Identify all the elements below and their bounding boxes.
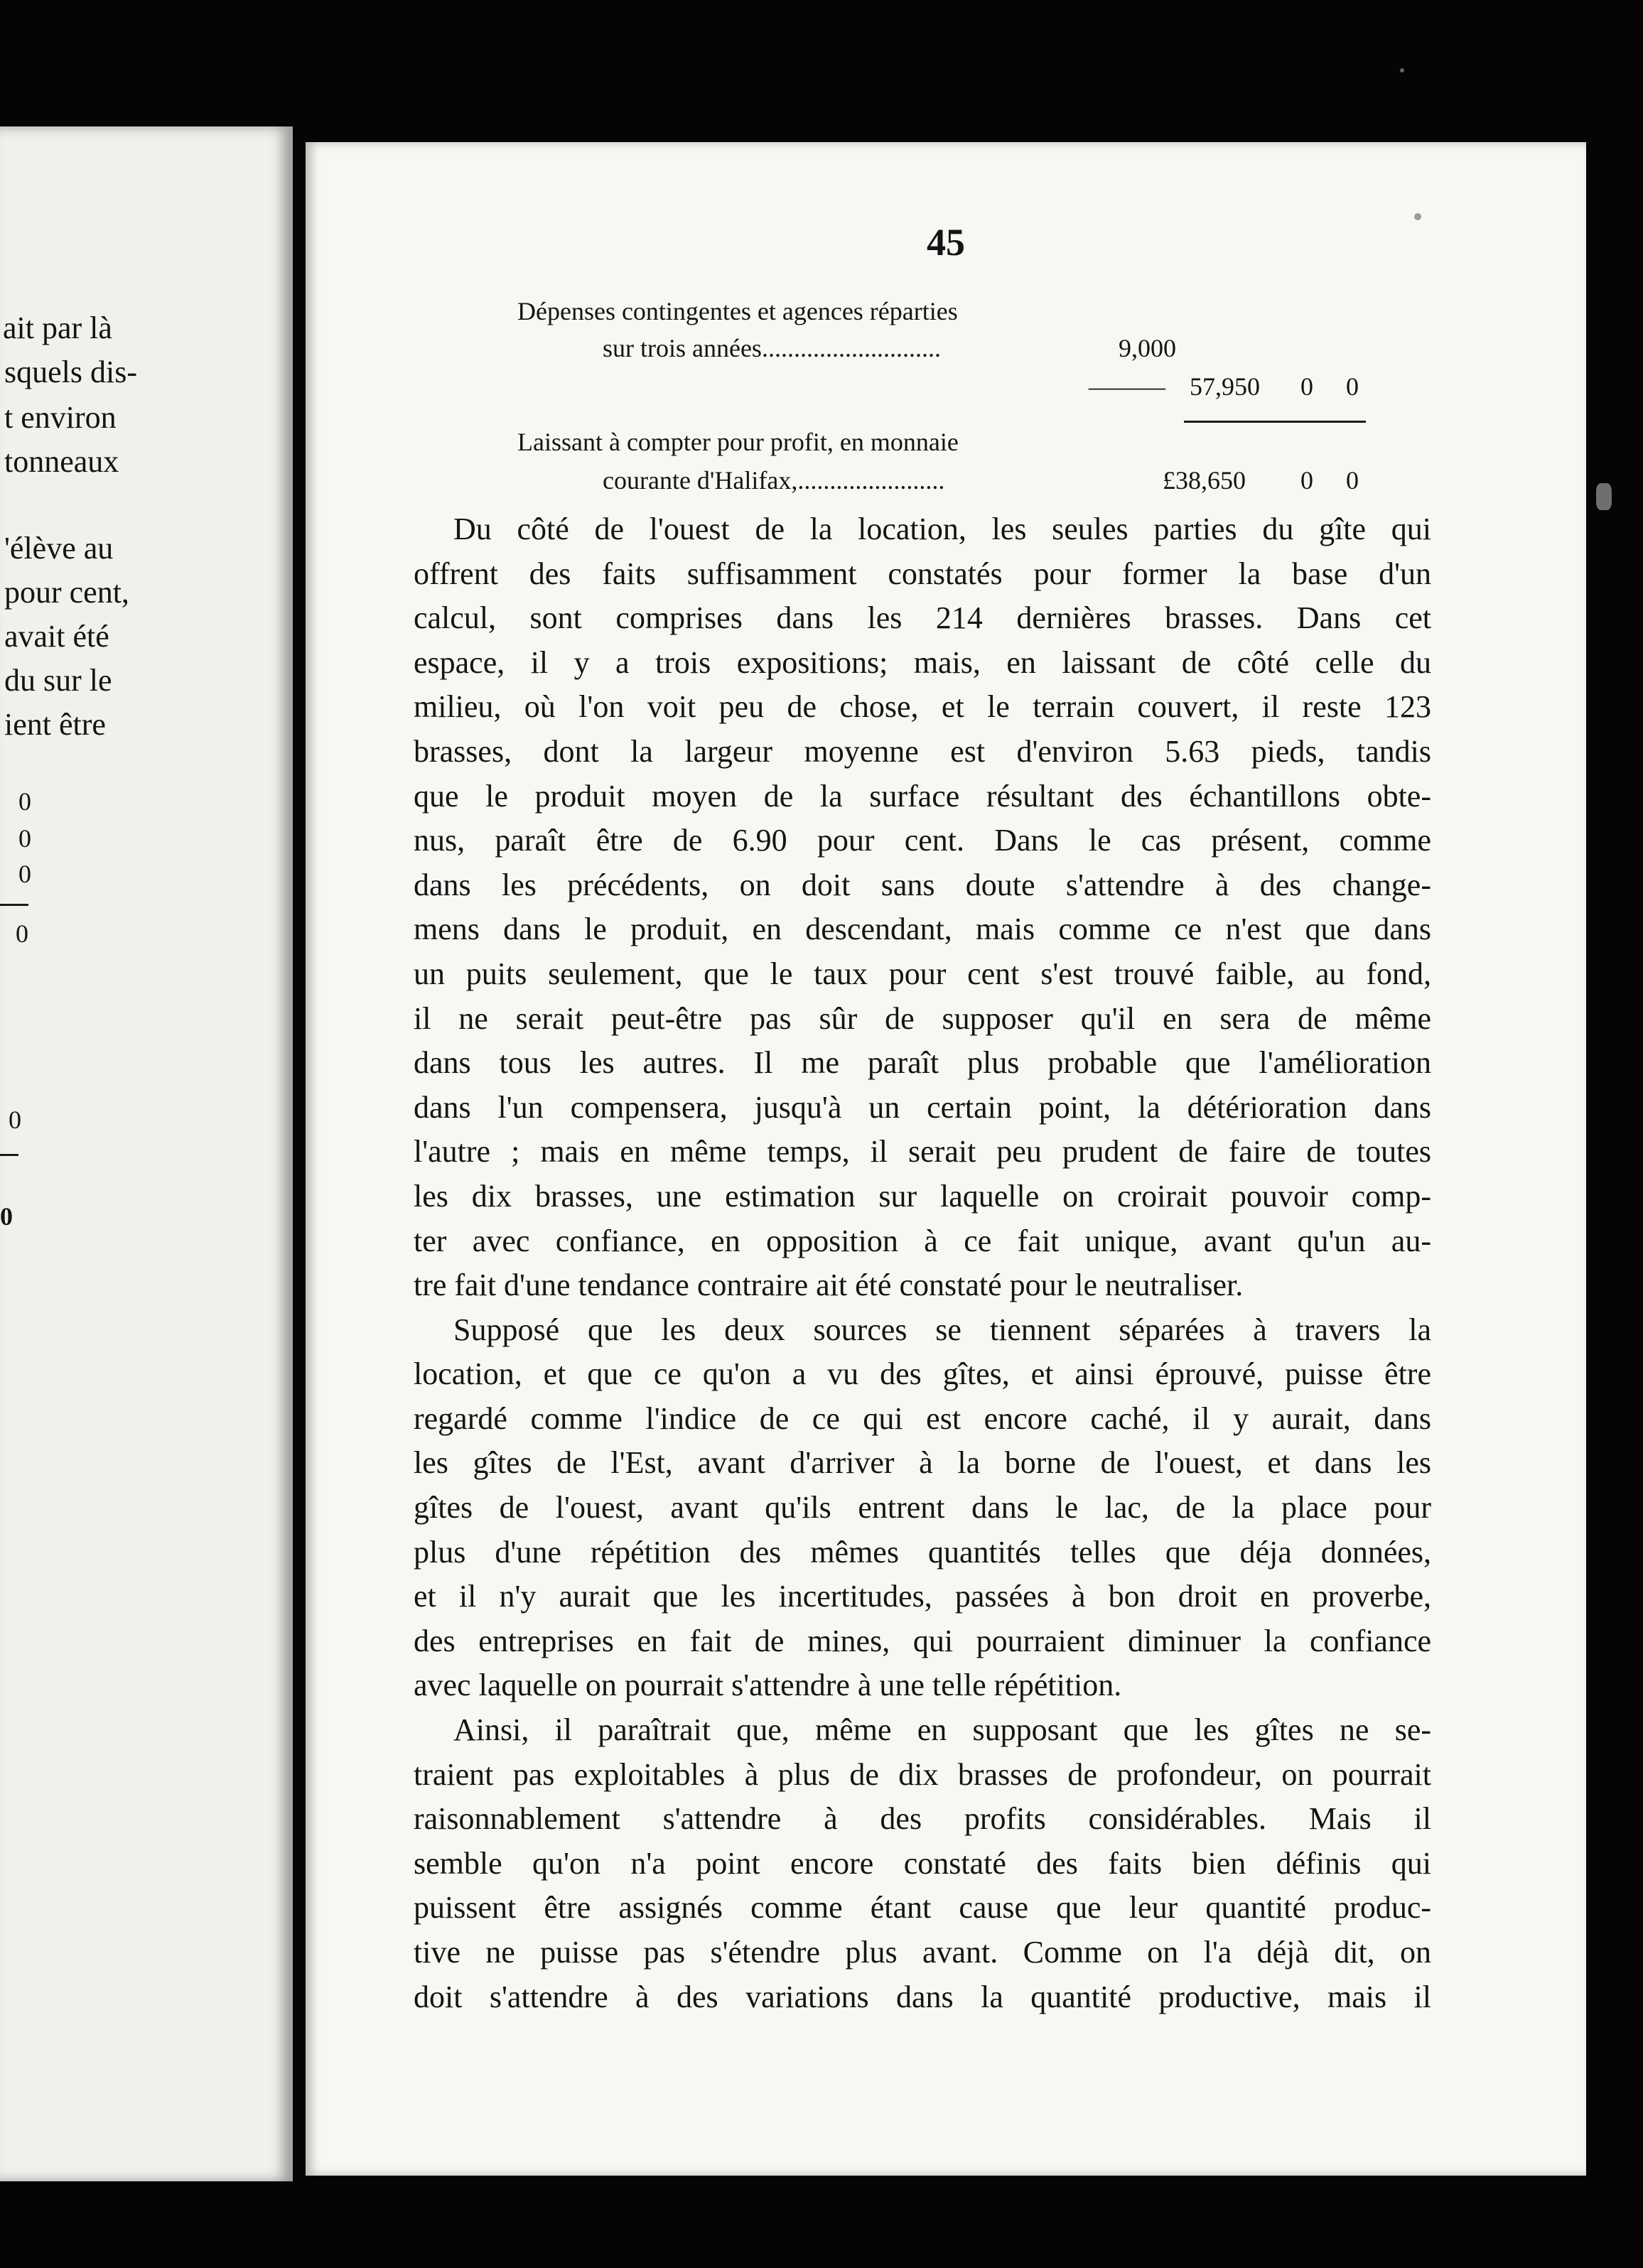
text-line: tre fait d'une tendance contraire ait été constaté pour le neutraliser. [414,1268,1244,1303]
text-line: semble qu'on n'a point encore constaté des faits bien définis qui [414,1845,1431,1881]
previous-page-fragment [0,126,293,2181]
scan-speck [1596,483,1612,510]
subtotal-shillings: 0 [1300,372,1313,401]
left-figure: 0 [9,1106,21,1134]
text-line: Du côté de l'ouest de la location, les seules parties du gîte qui [453,512,1431,546]
text-line: dans l'un compensera, jusqu'à un certain point, la détérioration dans [414,1089,1431,1125]
text-line: gîtes de l'ouest, avant qu'ils entrent dans le lac, de la place pour [414,1490,1431,1526]
expense-label-line-1: Dépenses contingentes et agences réparties [517,297,958,325]
left-line: avait été [4,619,109,654]
text-line: tive ne puisse pas s'étendre plus avant. Comme on l'a déjà dit, on [414,1935,1431,1970]
expense-label: sur trois années [603,334,762,362]
text-line: milieu, où l'on voit peu de chose, et le terrain couvert, il reste 123 [414,689,1431,725]
subtotal-amount: 57,950 [1190,372,1260,401]
dot-leaders: ....................... [797,466,945,495]
left-rule [0,904,28,906]
text-line: location, et que ce qu'on a vu des gîtes, et ainsi éprouvé, puisse être [414,1356,1431,1392]
dash: ——— [1089,372,1165,401]
text-line: avec laquelle on pourrait s'attendre à une telle répétition. [414,1668,1122,1703]
left-line: du sur le [4,663,112,698]
dot-leaders: ............................ [761,334,941,362]
text-line: Ainsi, il paraîtrait que, même en supposant que les gîtes ne se- [453,1712,1431,1748]
text-line: des entreprises en fait de mines, qui pourraient diminuer la confiance [414,1623,1431,1658]
expense-amount: 9,000 [1119,334,1176,362]
profit-amount: £38,650 [1163,466,1246,495]
text-line: regardé comme l'indice de ce qui est encore caché, il y aurait, dans [414,1400,1431,1436]
text-line: brasses, dont la largeur moyenne est d'environ 5.63 pieds, tandis [414,733,1431,769]
left-line: ient être [4,707,106,742]
page-number: 45 [927,221,965,264]
left-line: pour cent, [4,575,129,610]
left-figure: 0 [0,1202,13,1231]
left-line: t environ [4,400,117,435]
text-line: les gîtes de l'Est, avant d'arriver à la borne de l'ouest, et dans les [414,1445,1431,1481]
profit-pence: 0 [1346,466,1359,495]
subtotal-pence: 0 [1346,372,1359,401]
text-line: dans tous les autres. Il me paraît plus probable que l'amélioration [414,1045,1431,1081]
text-line: les dix brasses, une estimation sur laquelle on croirait pouvoir comp- [414,1178,1431,1214]
text-line: raisonnablement s'attendre à des profits considérables. Mais il [414,1801,1431,1837]
scan-speck [1400,68,1404,72]
text-line: offrent des faits suffisamment constatés pour former la base d'un [414,556,1431,591]
left-figure: 0 [18,824,31,853]
left-line: ait par là [3,310,112,345]
text-line: que le produit moyen de la surface résultant des échantillons obte- [414,778,1431,814]
text-line: Supposé que les deux sources se tiennent séparées à travers la [453,1312,1431,1347]
text-line: l'autre ; mais en même temps, il serait peu prudent de faire de toutes [414,1134,1431,1170]
text-line: doit s'attendre à des variations dans la quantité productive, mais il [414,1979,1431,2014]
left-line: tonneaux [4,444,119,479]
text-line: espace, il y a trois expositions; mais, en laissant de côté celle du [414,644,1431,680]
expense-label-line-2 [603,333,941,364]
left-figure: 0 [16,919,28,948]
text-line: nus, paraît être de 6.90 pour cent. Dans le cas présent, comme [414,823,1431,858]
profit-shillings: 0 [1300,466,1313,495]
left-rule [0,1154,18,1156]
total-rule [1184,421,1366,423]
scan-speck [1414,213,1421,220]
text-line: ter avec confiance, en opposition à ce fait unique, avant qu'un au- [414,1223,1431,1258]
text-line: calcul, sont comprises dans les 214 dernières brasses. Dans cet [414,600,1431,636]
text-line: mens dans le produit, en descendant, mais comme ce n'est que dans [414,912,1431,947]
text-line: dans les précédents, on doit sans doute s'attendre à des change- [414,867,1431,902]
book-page [306,142,1586,2176]
left-figure: 0 [18,860,31,888]
text-line: traient pas exploitables à plus de dix brasses de profondeur, on pourrait [414,1756,1431,1792]
left-line: 'élève au [4,531,114,566]
left-line: squels dis- [4,355,137,389]
profit-label-line-1: Laissant à compter pour profit, en monnaie [517,428,959,456]
profit-label: courante d'Halifax, [603,466,798,495]
text-line: un puits seulement, que le taux pour cent s'est trouvé faible, au fond, [414,956,1431,991]
profit-label-line-2 [603,465,944,496]
text-line: et il n'y aurait que les incertitudes, passées à bon droit en proverbe, [414,1579,1431,1614]
text-line: puissent être assignés comme étant cause que leur quantité produc- [414,1890,1431,1926]
left-figure: 0 [18,787,31,816]
body-text [414,507,1431,2019]
text-line: plus d'une répétition des mêmes quantités telles que déja données, [414,1534,1431,1570]
text-line: il ne serait peut-être pas sûr de supposer qu'il en sera de même [414,1000,1431,1036]
